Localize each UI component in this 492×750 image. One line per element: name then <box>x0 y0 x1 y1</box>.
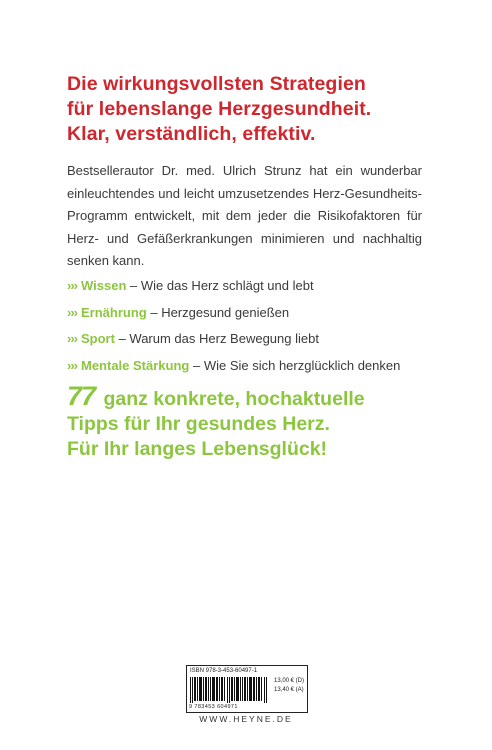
tips-statement <box>67 381 467 462</box>
barcode-digits: 9 783453 604971 <box>189 704 238 710</box>
isbn-number: ISBN 978-3-453-60497-1 <box>190 668 258 674</box>
tips-number: 77 <box>67 381 96 411</box>
list-item <box>67 300 467 327</box>
triple-arrow-icon: ››› <box>67 304 77 320</box>
list-item <box>67 353 467 380</box>
topic-text: – Wie das Herz schlägt und lebt <box>126 278 314 293</box>
list-item <box>67 326 467 353</box>
triple-arrow-icon: ››› <box>67 278 77 293</box>
tips-line-1 <box>67 381 467 412</box>
topic-key: Ernährung <box>81 304 147 320</box>
topic-key: Wissen <box>81 278 127 293</box>
headline-line-2: für lebenslange Herzgesundheit. <box>67 98 372 120</box>
topic-key: Mentale Stärkung <box>81 357 190 373</box>
topic-key: Sport <box>81 331 115 346</box>
headline-line-3: Klar, verständlich, effektiv. <box>67 123 316 145</box>
barcode-icon <box>190 677 270 703</box>
topic-text: – Wie Sie sich herzglücklich denken <box>189 357 401 373</box>
headline <box>67 72 467 147</box>
price-at: 13,40 € (A) <box>274 687 304 693</box>
topic-list <box>67 273 467 379</box>
tips-line-1-text: ganz konkrete, hochaktuelle <box>98 388 365 410</box>
publisher-website: WWW.HEYNE.DE <box>199 714 293 724</box>
triple-arrow-icon: ››› <box>67 331 77 346</box>
headline-line-1: Die wirkungsvollsten Strategien <box>67 73 366 95</box>
topic-text: – Herzgesund genießen <box>146 304 290 320</box>
price-de: 13,00 € (D) <box>274 678 305 684</box>
isbn-barcode-box <box>186 665 308 713</box>
list-item <box>67 273 467 300</box>
topic-text: – Warum das Herz Bewegung liebt <box>114 331 319 346</box>
triple-arrow-icon: ››› <box>67 357 77 373</box>
intro-paragraph: Bestsellerautor Dr. med. Ulrich Strunz hat ein wunderbar einleuchtendes und leicht umzusetzendes Herz-Gesundheits-Programm entwickelt, mit dem jeder die Risikofaktoren für Herz- und Gefäßerkrankungen minimieren und nachhaltig senken kann. <box>67 163 422 268</box>
tips-line-2: Tipps für Ihr gesundes Herz. <box>67 413 330 435</box>
tips-line-3: Für Ihr langes Lebensglück! <box>67 438 328 460</box>
